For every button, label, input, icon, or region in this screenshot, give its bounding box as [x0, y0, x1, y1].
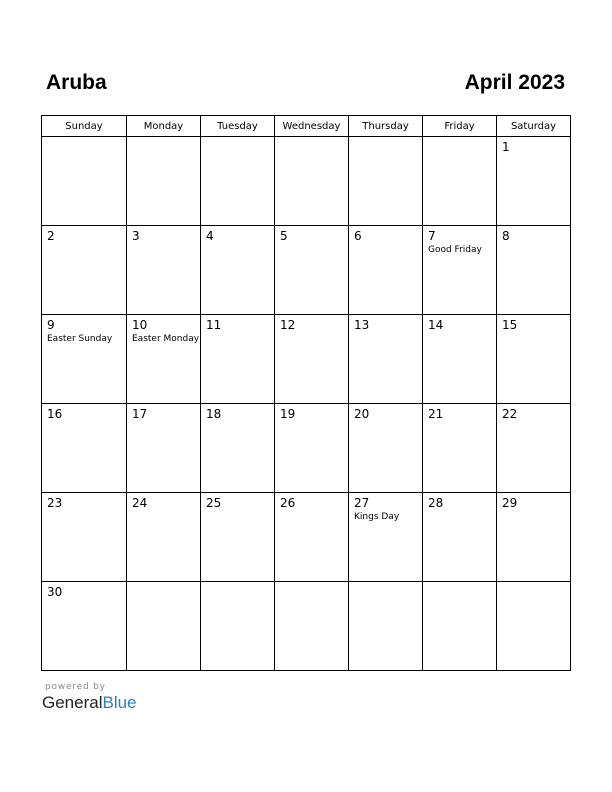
day-number: 22 [502, 407, 518, 421]
day-number: 8 [502, 229, 510, 243]
day-cell [201, 226, 275, 315]
day-cell [497, 582, 571, 671]
day-cell [127, 315, 201, 404]
day-number: 21 [428, 407, 444, 421]
week-row [42, 493, 571, 582]
calendar-grid [41, 115, 571, 671]
day-number: 25 [206, 496, 222, 510]
logo-text-blue: Blue [102, 693, 137, 712]
day-cell [349, 137, 423, 226]
holiday-label: Easter Sunday [47, 334, 113, 344]
week-row [42, 315, 571, 404]
day-cell [275, 404, 349, 493]
day-number: 11 [206, 318, 222, 332]
day-number: 10 [132, 318, 148, 332]
logo-text-general: General [42, 693, 103, 712]
day-cell [423, 582, 497, 671]
day-number: 7 [428, 229, 436, 243]
day-number: 4 [206, 229, 214, 243]
day-cell [349, 404, 423, 493]
day-cell [275, 315, 349, 404]
day-number: 2 [47, 229, 55, 243]
day-number: 19 [280, 407, 296, 421]
day-cell [201, 493, 275, 582]
day-number: 17 [132, 407, 148, 421]
day-cell [349, 493, 423, 582]
week-row [42, 404, 571, 493]
day-number: 12 [280, 318, 296, 332]
day-cell [497, 315, 571, 404]
day-number: 28 [428, 496, 444, 510]
day-number: 14 [428, 318, 444, 332]
weekday-header: Tuesday [201, 116, 275, 137]
day-cell [42, 404, 127, 493]
day-cell [275, 226, 349, 315]
day-number: 26 [280, 496, 296, 510]
day-cell [349, 582, 423, 671]
day-cell [201, 137, 275, 226]
day-cell [201, 404, 275, 493]
day-cell [497, 404, 571, 493]
day-number: 20 [354, 407, 370, 421]
day-number: 6 [354, 229, 362, 243]
day-cell [201, 315, 275, 404]
weekday-header: Sunday [42, 116, 127, 137]
day-cell [423, 137, 497, 226]
day-cell [127, 226, 201, 315]
day-cell [42, 493, 127, 582]
day-cell [349, 315, 423, 404]
day-cell [423, 226, 497, 315]
weekday-header: Monday [127, 116, 201, 137]
day-number: 3 [132, 229, 140, 243]
day-cell [42, 137, 127, 226]
day-number: 29 [502, 496, 518, 510]
day-number: 13 [354, 318, 370, 332]
day-cell [349, 226, 423, 315]
day-cell [127, 582, 201, 671]
day-cell [423, 404, 497, 493]
holiday-label: Kings Day [354, 512, 400, 522]
day-cell [497, 493, 571, 582]
day-cell [423, 493, 497, 582]
day-cell [42, 582, 127, 671]
weekday-header: Saturday [497, 116, 571, 137]
day-number: 23 [47, 496, 63, 510]
month-year-title: April 2023 [464, 71, 565, 94]
day-number: 27 [354, 496, 370, 510]
day-cell [275, 582, 349, 671]
weekday-header-row [42, 116, 571, 137]
week-row [42, 137, 571, 226]
day-cell [42, 226, 127, 315]
day-cell [275, 137, 349, 226]
day-cell [497, 137, 571, 226]
day-cell [275, 493, 349, 582]
day-number: 5 [280, 229, 288, 243]
day-number: 16 [47, 407, 63, 421]
day-number: 18 [206, 407, 222, 421]
day-number: 9 [47, 318, 55, 332]
day-number: 30 [47, 585, 63, 599]
country-title: Aruba [46, 71, 107, 94]
weekday-header: Wednesday [275, 116, 349, 137]
weekday-header: Thursday [349, 116, 423, 137]
day-cell [127, 493, 201, 582]
day-number: 1 [502, 140, 510, 154]
day-cell [127, 404, 201, 493]
generalblue-logo [42, 693, 137, 713]
powered-by-label: powered by [45, 682, 106, 692]
day-cell [423, 315, 497, 404]
week-row [42, 226, 571, 315]
holiday-label: Good Friday [428, 245, 482, 255]
day-number: 24 [132, 496, 148, 510]
day-cell [497, 226, 571, 315]
day-number: 15 [502, 318, 518, 332]
week-row [42, 582, 571, 671]
weekday-header: Friday [423, 116, 497, 137]
day-cell [201, 582, 275, 671]
day-cell [42, 315, 127, 404]
holiday-label: Easter Monday [132, 334, 200, 344]
day-cell [127, 137, 201, 226]
